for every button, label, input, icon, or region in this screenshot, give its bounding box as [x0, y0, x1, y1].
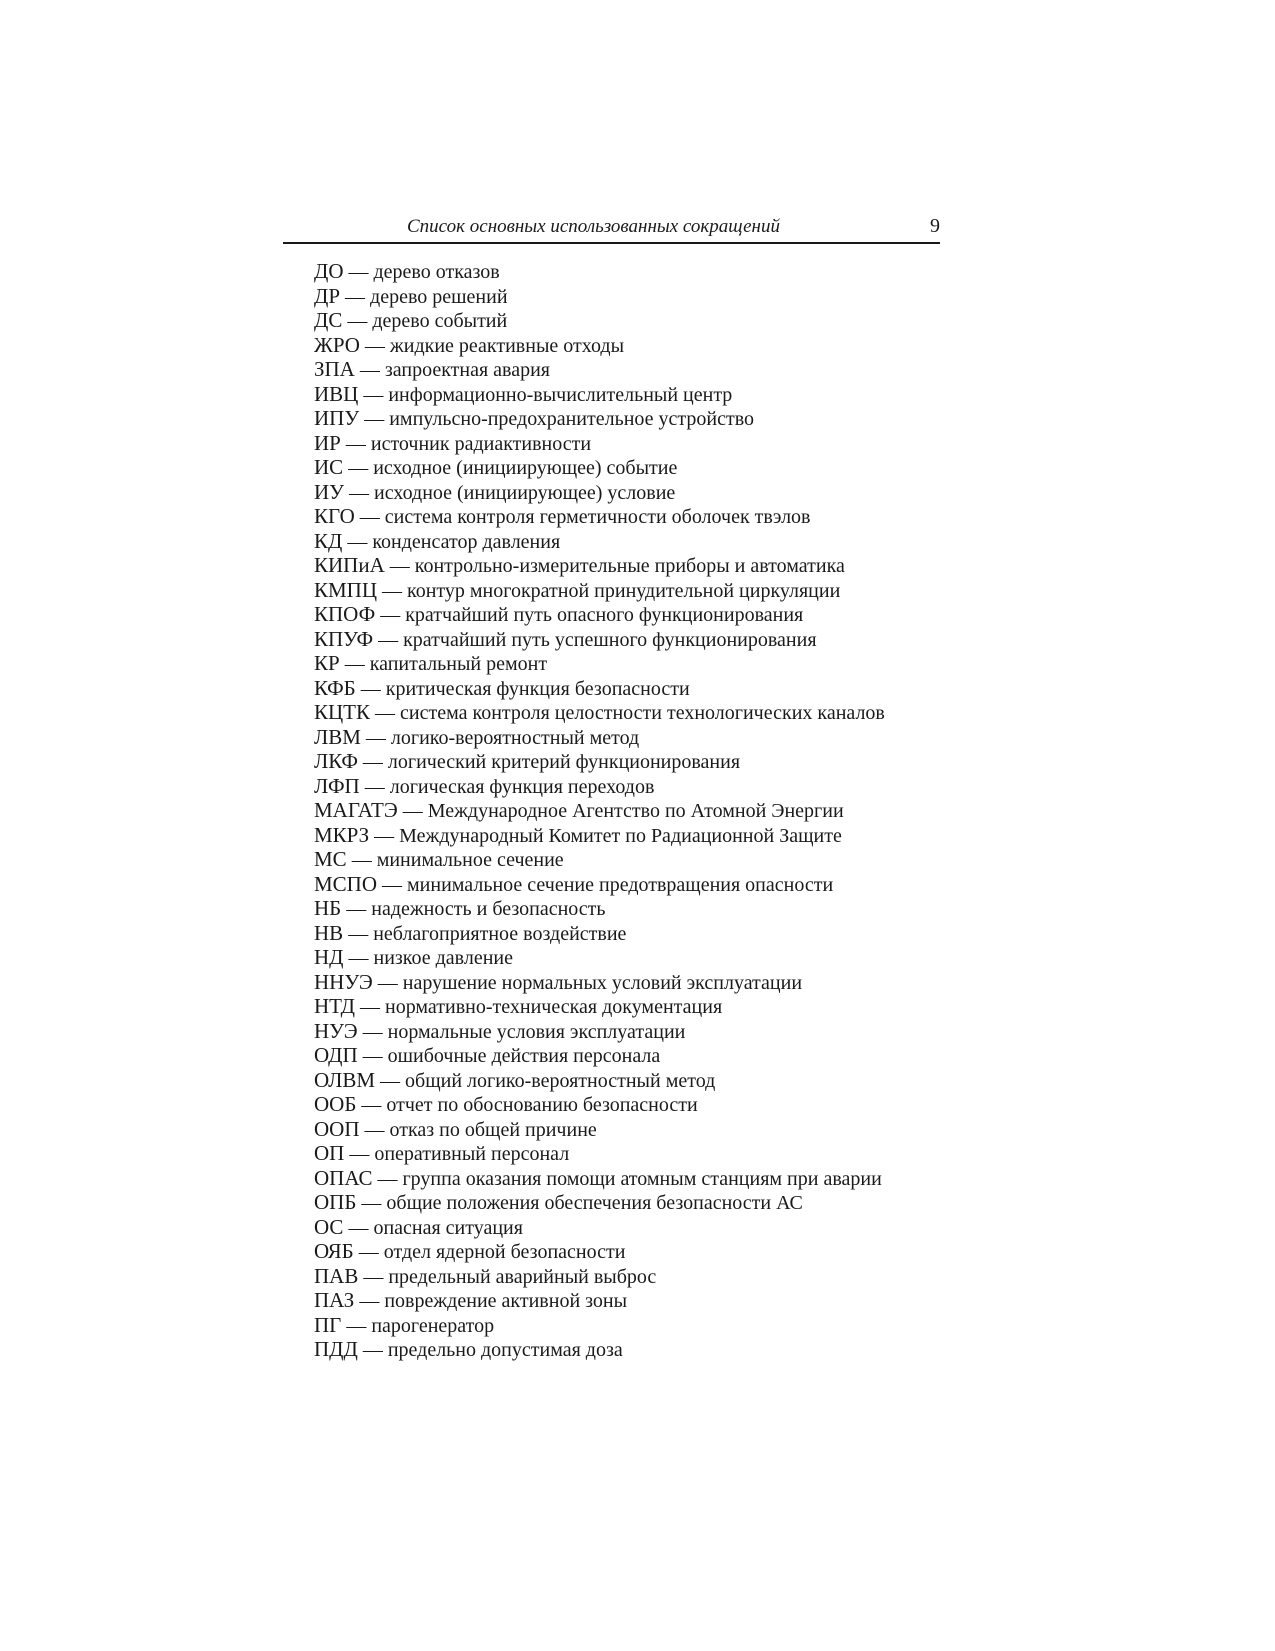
abbreviation: КИПиА	[314, 553, 385, 577]
dash: —	[348, 922, 369, 945]
abbreviation: НД	[314, 945, 344, 969]
abbreviation: ОДП	[314, 1043, 358, 1067]
abbreviation-entry	[314, 1216, 885, 1241]
abbreviation-entry	[314, 530, 885, 555]
dash: —	[364, 1118, 385, 1141]
abbreviation-entry	[314, 407, 885, 432]
dash: —	[345, 432, 366, 455]
dash: —	[351, 849, 372, 871]
dash: —	[364, 408, 385, 430]
abbreviation-entry	[314, 1191, 885, 1216]
abbreviation-entry	[314, 799, 885, 824]
definition: оперативный персонал	[374, 1143, 570, 1165]
definition: нормальные условия эксплуатации	[387, 1020, 686, 1043]
definition: исходное (инициирующее) событие	[373, 457, 678, 479]
dash: —	[382, 579, 403, 602]
abbreviation-entry	[314, 971, 885, 996]
definition: нарушение нормальных условий эксплуатации	[402, 971, 803, 994]
abbreviation-entry	[314, 1093, 885, 1118]
abbreviation-entry	[314, 1338, 885, 1363]
abbreviation: ООБ	[314, 1092, 357, 1116]
definition: нормативно-техническая документация	[385, 996, 723, 1018]
abbreviation-entry	[314, 1020, 885, 1045]
dash: —	[348, 1216, 369, 1239]
dash: —	[362, 1339, 383, 1361]
abbreviation-entry	[314, 873, 885, 898]
abbreviation-entry	[314, 1314, 885, 1339]
abbreviation: КМПЦ	[314, 577, 378, 602]
definition: логический критерий функционирования	[387, 751, 741, 773]
abbreviation-entry	[314, 334, 885, 359]
definition: контур многократной принудительной циркуляции	[407, 579, 841, 602]
abbreviation-entry	[314, 946, 885, 971]
abbreviation: ОП	[314, 1141, 345, 1165]
definition: информационно-вычислительный центр	[388, 383, 733, 406]
definition: предельный аварийный выброс	[388, 1265, 657, 1288]
definition: жидкие реактивные отходы	[389, 334, 625, 357]
abbreviation: ЛВМ	[314, 724, 361, 749]
abbreviation-entry	[314, 1240, 885, 1265]
abbreviation: ИУ	[314, 479, 345, 504]
abbreviation: ООП	[314, 1116, 360, 1141]
abbreviation: МАГАТЭ	[314, 798, 398, 822]
abbreviation-entry	[314, 309, 885, 334]
definition: общие положения обеспечения безопасности АС	[386, 1192, 803, 1214]
definition: неблагоприятное воздействие	[373, 922, 627, 945]
dash: —	[360, 677, 381, 700]
definition: логико-вероятностный метод	[390, 726, 640, 749]
abbreviation: НУЭ	[314, 1018, 358, 1043]
abbreviation-entry	[314, 285, 885, 310]
dash: —	[380, 1069, 401, 1092]
definition: критическая функция безопасности	[385, 677, 690, 700]
definition: дерево отказов	[373, 261, 500, 283]
definition: контрольно-измерительные приборы и автоматика	[414, 555, 845, 577]
abbreviation-list	[314, 260, 885, 1363]
dash: —	[362, 1020, 383, 1043]
definition: отчет по обоснованию безопасности	[386, 1094, 698, 1116]
definition: Международное Агентство по Атомной Энергии	[427, 800, 844, 822]
dash: —	[363, 383, 384, 406]
abbreviation: ПАВ	[314, 1263, 359, 1288]
abbreviation: ОС	[314, 1214, 344, 1239]
abbreviation: КГО	[314, 504, 355, 528]
abbreviation: ОЯБ	[314, 1239, 354, 1263]
abbreviation: ОПБ	[314, 1190, 357, 1214]
abbreviation: НВ	[314, 920, 344, 945]
definition: дерево решений	[370, 285, 508, 308]
abbreviation: ИР	[314, 430, 341, 455]
dash: —	[347, 310, 368, 332]
definition: Международный Комитет по Радиационной Защите	[399, 824, 842, 847]
definition: система контроля герметичности оболочек твэлов	[384, 506, 811, 528]
definition: минимальное сечение	[376, 849, 564, 871]
dash: —	[389, 555, 410, 577]
abbreviation-entry	[314, 358, 885, 383]
abbreviation-entry	[314, 1069, 885, 1094]
abbreviation-entry	[314, 701, 885, 726]
abbreviation: МС	[314, 847, 347, 871]
abbreviation-entry	[314, 603, 885, 628]
dash: —	[402, 800, 423, 822]
abbreviation-entry	[314, 1167, 885, 1192]
definition: импульсно-предохранительное устройство	[389, 408, 755, 430]
abbreviation-entry	[314, 995, 885, 1020]
dash: —	[363, 1265, 384, 1288]
definition: кратчайший путь успешного функционирования	[403, 628, 817, 651]
dash: —	[377, 971, 398, 994]
abbreviation: КФБ	[314, 675, 356, 700]
dash: —	[361, 1192, 382, 1214]
abbreviation: КПОФ	[314, 602, 376, 626]
definition: надежность и безопасность	[371, 898, 606, 920]
dash: —	[360, 996, 380, 1018]
definition: парогенератор	[371, 1314, 495, 1337]
definition: группа оказания помощи атомным станциям при аварии	[402, 1167, 882, 1190]
abbreviation: ННУЭ	[314, 969, 373, 994]
abbreviation-entry	[314, 750, 885, 775]
abbreviation-entry	[314, 775, 885, 800]
dash: —	[380, 604, 401, 626]
definition: кратчайший путь опасного функционирования	[405, 604, 804, 626]
dash: —	[359, 359, 380, 381]
page-number: 9	[930, 215, 940, 237]
abbreviation: ЛКФ	[314, 749, 358, 773]
dash: —	[364, 775, 385, 798]
abbreviation-entry	[314, 1265, 885, 1290]
definition: низкое давление	[373, 947, 514, 969]
abbreviation: ПАЗ	[314, 1288, 355, 1312]
abbreviation: ДО	[314, 259, 344, 283]
definition: отдел ядерной безопасности	[383, 1241, 626, 1263]
abbreviation-entry	[314, 1118, 885, 1143]
abbreviation-entry	[314, 922, 885, 947]
abbreviation-entry	[314, 1289, 885, 1314]
dash: —	[362, 1045, 383, 1067]
definition: дерево событий	[372, 310, 508, 332]
abbreviation: КД	[314, 528, 343, 553]
definition: запроектная авария	[384, 359, 551, 381]
dash: —	[344, 653, 365, 675]
abbreviation: ЗПА	[314, 357, 355, 381]
abbreviation: ПГ	[314, 1312, 342, 1337]
abbreviation-entry	[314, 677, 885, 702]
abbreviation: ПДД	[314, 1337, 358, 1361]
abbreviation: ОЛВМ	[314, 1067, 376, 1092]
abbreviation: ИС	[314, 455, 344, 479]
abbreviation-entry	[314, 579, 885, 604]
dash: —	[348, 947, 369, 969]
running-title: Список основных использованных сокращений	[407, 216, 780, 237]
dash: —	[345, 285, 366, 308]
abbreviation: МКРЗ	[314, 822, 370, 847]
abbreviation-entry	[314, 1142, 885, 1167]
definition: минимальное сечение предотвращения опасности	[407, 873, 834, 896]
abbreviation-entry	[314, 652, 885, 677]
abbreviation: ИВЦ	[314, 381, 359, 406]
abbreviation: ОПАС	[314, 1165, 373, 1190]
definition: капитальный ремонт	[369, 653, 548, 675]
abbreviation-entry	[314, 848, 885, 873]
abbreviation-entry	[314, 1044, 885, 1069]
abbreviation-entry	[314, 260, 885, 285]
dash: —	[347, 530, 368, 553]
abbreviation-entry	[314, 824, 885, 849]
definition: логическая функция переходов	[389, 775, 655, 798]
definition: исходное (инициирующее) условие	[374, 481, 676, 504]
abbreviation: КПУФ	[314, 626, 374, 651]
abbreviation: ЛФП	[314, 773, 360, 798]
dash: —	[361, 1094, 382, 1116]
dash: —	[374, 824, 395, 847]
dash: —	[346, 1314, 367, 1337]
abbreviation-entry	[314, 432, 885, 457]
abbreviation: НБ	[314, 896, 342, 920]
definition: опасная ситуация	[373, 1216, 523, 1239]
abbreviation: КР	[314, 651, 340, 675]
abbreviation: ДС	[314, 308, 343, 332]
definition: отказ по общей причине	[389, 1118, 597, 1141]
definition: ошибочные действия персонала	[387, 1045, 661, 1067]
dash: —	[378, 628, 399, 651]
dash: —	[364, 334, 385, 357]
abbreviation: ИПУ	[314, 406, 360, 430]
dash: —	[359, 1290, 380, 1312]
definition: общий логико-вероятностный метод	[405, 1069, 716, 1092]
dash: —	[365, 726, 386, 749]
dash: —	[348, 457, 369, 479]
abbreviation-entry	[314, 897, 885, 922]
abbreviation-entry	[314, 505, 885, 530]
abbreviation-entry	[314, 726, 885, 751]
abbreviation: НТД	[314, 994, 355, 1018]
abbreviation: МСПО	[314, 871, 378, 896]
dash: —	[349, 1143, 370, 1165]
dash: —	[375, 702, 396, 724]
abbreviation: ЖРО	[314, 332, 360, 357]
abbreviation-entry	[314, 481, 885, 506]
abbreviation: КЦТК	[314, 700, 371, 724]
abbreviation: ДР	[314, 283, 341, 308]
dash: —	[346, 898, 367, 920]
dash: —	[359, 506, 380, 528]
definition: конденсатор давления	[372, 530, 561, 553]
definition: предельно допустимая доза	[387, 1339, 623, 1361]
dash: —	[348, 261, 369, 283]
running-head	[283, 214, 940, 244]
definition: источник радиактивности	[370, 432, 592, 455]
abbreviation-entry	[314, 383, 885, 408]
dash: —	[362, 751, 383, 773]
dash: —	[377, 1167, 398, 1190]
definition: система контроля целостности технологических каналов	[400, 702, 885, 724]
dash: —	[382, 873, 403, 896]
dash: —	[349, 481, 370, 504]
abbreviation-entry	[314, 456, 885, 481]
abbreviation-entry	[314, 628, 885, 653]
abbreviation-entry	[314, 554, 885, 579]
dash: —	[358, 1241, 379, 1263]
definition: повреждение активной зоны	[384, 1290, 628, 1312]
